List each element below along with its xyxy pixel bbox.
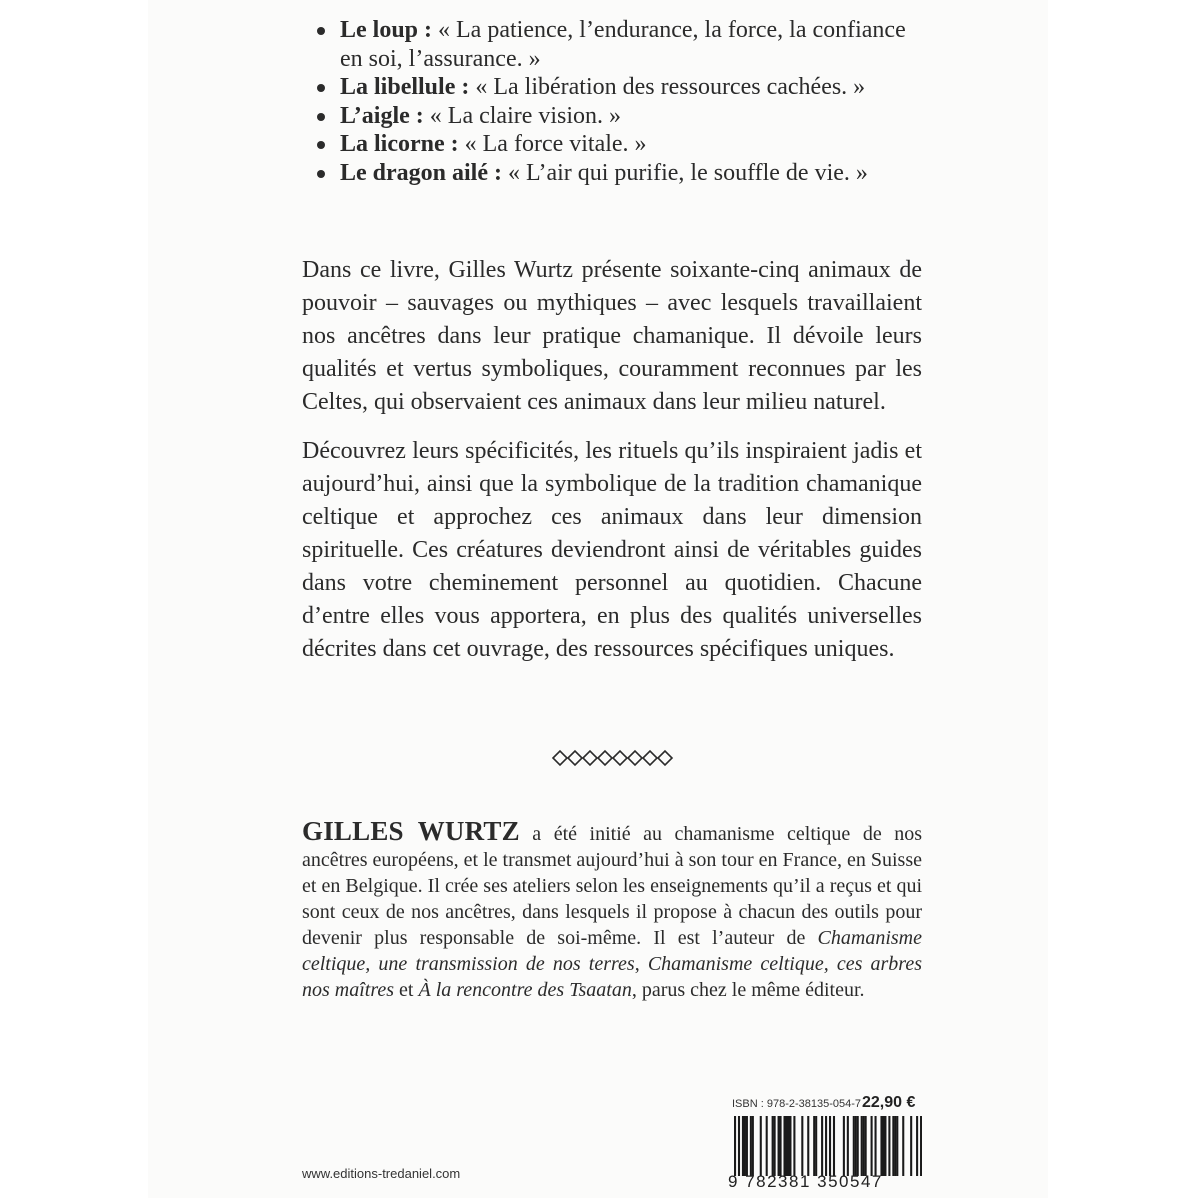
barcode-bar: [778, 1116, 780, 1176]
barcode-bar: [847, 1116, 849, 1176]
barcode-bar: [843, 1116, 845, 1176]
publisher-website: www.editions-tredaniel.com: [302, 1166, 461, 1181]
barcode-bar: [813, 1116, 815, 1176]
barcode-number: 9 782381 350547: [728, 1172, 883, 1191]
list-item: [314, 102, 934, 131]
barcode-bar: [920, 1116, 922, 1176]
list-item-term: Le dragon ailé :: [340, 159, 502, 186]
list-item-text: « La claire vision. »: [423, 102, 622, 129]
barcode-bar: [875, 1116, 877, 1176]
description-paragraph-2: Découvrez leurs spécificités, les rituels qu’ils inspiraient jadis et aujourd’hui, ainsi que la symbolique de la tradition chamanique celtique et approchez ces animaux dans leur dimension spirituelle. Ces créatures deviendront ainsi de véritables guides dans votre cheminement personnel au quotidien. Chacune d’entre elles vous apportera, en plus des qualités universelles décrites dans cet ouvrage, des ressources spécifiques uniques.: [302, 438, 922, 662]
barcode-bar: [855, 1116, 857, 1176]
barcode-bar: [884, 1116, 886, 1176]
author-bio-end: , parus chez le même éditeur.: [631, 979, 865, 1001]
list-item-term: L’aigle :: [340, 102, 424, 129]
barcode-bar: [752, 1116, 754, 1176]
barcode-bar: [760, 1116, 762, 1176]
barcode-bar: [785, 1116, 787, 1176]
barcode-bar: [880, 1116, 882, 1176]
barcode-bar: [750, 1116, 752, 1176]
barcode-bar: [857, 1116, 859, 1176]
barcode-bar: [793, 1116, 795, 1176]
barcode-bar: [861, 1116, 863, 1176]
barcode-bar: [734, 1116, 736, 1176]
barcode-bar: [783, 1116, 785, 1176]
barcode-bar: [815, 1116, 817, 1176]
list-item: [314, 16, 934, 73]
price-label: 22,90 €: [862, 1094, 916, 1111]
author-bio: [302, 818, 922, 1003]
diamond-chain-ornament-icon: [551, 748, 675, 768]
barcode-bar: [780, 1116, 782, 1176]
description-paragraph-1: Dans ce livre, Gilles Wurtz présente soixante-cinq animaux de pouvoir – sauvages ou mythiques – avec lesquels travaillaient nos ancêtres dans leur pratique chamanique. Il dévoile leurs qualités et vertus symboliques, couramment reconnues par les Celtes, qui observaient ces animaux dans leur milieu naturel.: [302, 257, 922, 415]
book-description: [302, 254, 922, 682]
barcode-bar: [742, 1116, 744, 1176]
barcode-bar: [738, 1116, 740, 1176]
barcode-bar: [865, 1116, 867, 1176]
barcode-bar: [902, 1116, 904, 1176]
barcode-bar: [801, 1116, 803, 1176]
book-title-1: Chamanisme celtique, une transmission de nos terres: [302, 927, 922, 975]
list-item: [314, 159, 934, 188]
barcode-bar: [744, 1116, 746, 1176]
list-item-text: « La patience, l’endurance, la force, la confiance en soi, l’assurance. »: [340, 17, 906, 72]
barcode-bar: [892, 1116, 894, 1176]
barcode-bar: [772, 1116, 774, 1176]
barcode-bar: [787, 1116, 789, 1176]
list-item-text: « La force vitale. »: [458, 131, 647, 157]
book-title-2: Chamanisme celtique, ces arbres nos maîtres: [302, 953, 923, 1001]
list-item-term: Le loup :: [340, 17, 433, 43]
barcode-icon: [734, 1116, 922, 1176]
barcode-bar: [863, 1116, 865, 1176]
separator: ,: [634, 953, 648, 975]
barcode-bar: [871, 1116, 873, 1176]
separator: et: [394, 979, 419, 1001]
barcode-bar: [882, 1116, 884, 1176]
list-item: [314, 130, 934, 159]
barcode-bar: [894, 1116, 896, 1176]
barcode-bar: [888, 1116, 890, 1176]
barcode-bar: [766, 1116, 768, 1176]
barcode-bar: [910, 1116, 912, 1176]
book-title-3: À la rencontre des Tsaatan: [418, 979, 632, 1001]
barcode-bar: [746, 1116, 748, 1176]
barcode-bar: [789, 1116, 791, 1176]
barcode-bar: [807, 1116, 809, 1176]
isbn-label: ISBN : 978-2-38135-054-7: [732, 1098, 862, 1110]
barcode-bar: [825, 1116, 827, 1176]
list-item: [314, 73, 934, 102]
list-item-text: « La libération des ressources cachées. »: [469, 74, 866, 100]
barcode-bar: [853, 1116, 855, 1176]
barcode-bar: [896, 1116, 898, 1176]
author-bio-text: a été initié au chamanisme celtique de nos ancêtres européens, et le transmet aujourd’hui à son tour en France, en Suisse et en Belgique. Il crée ses ateliers selon les enseignements qu’il a reçus et qui sont ceux de nos ancêtres, dans lesquels il propose à chacun des outils pour devenir plus responsable de soi-même. Il est l’auteur de: [302, 823, 922, 949]
barcode-bar: [829, 1116, 831, 1176]
list-item-text: « L’air qui purifie, le souffle de vie. »: [502, 159, 868, 186]
list-item-term: La licorne :: [340, 131, 459, 157]
power-animals-list: [314, 16, 934, 187]
author-name: GILLES WURTZ: [302, 816, 520, 846]
barcode-bar: [821, 1116, 823, 1176]
list-item-term: La libellule :: [340, 74, 470, 100]
barcode-bar: [916, 1116, 918, 1176]
barcode-bar: [833, 1116, 835, 1176]
barcode-bar: [774, 1116, 776, 1176]
